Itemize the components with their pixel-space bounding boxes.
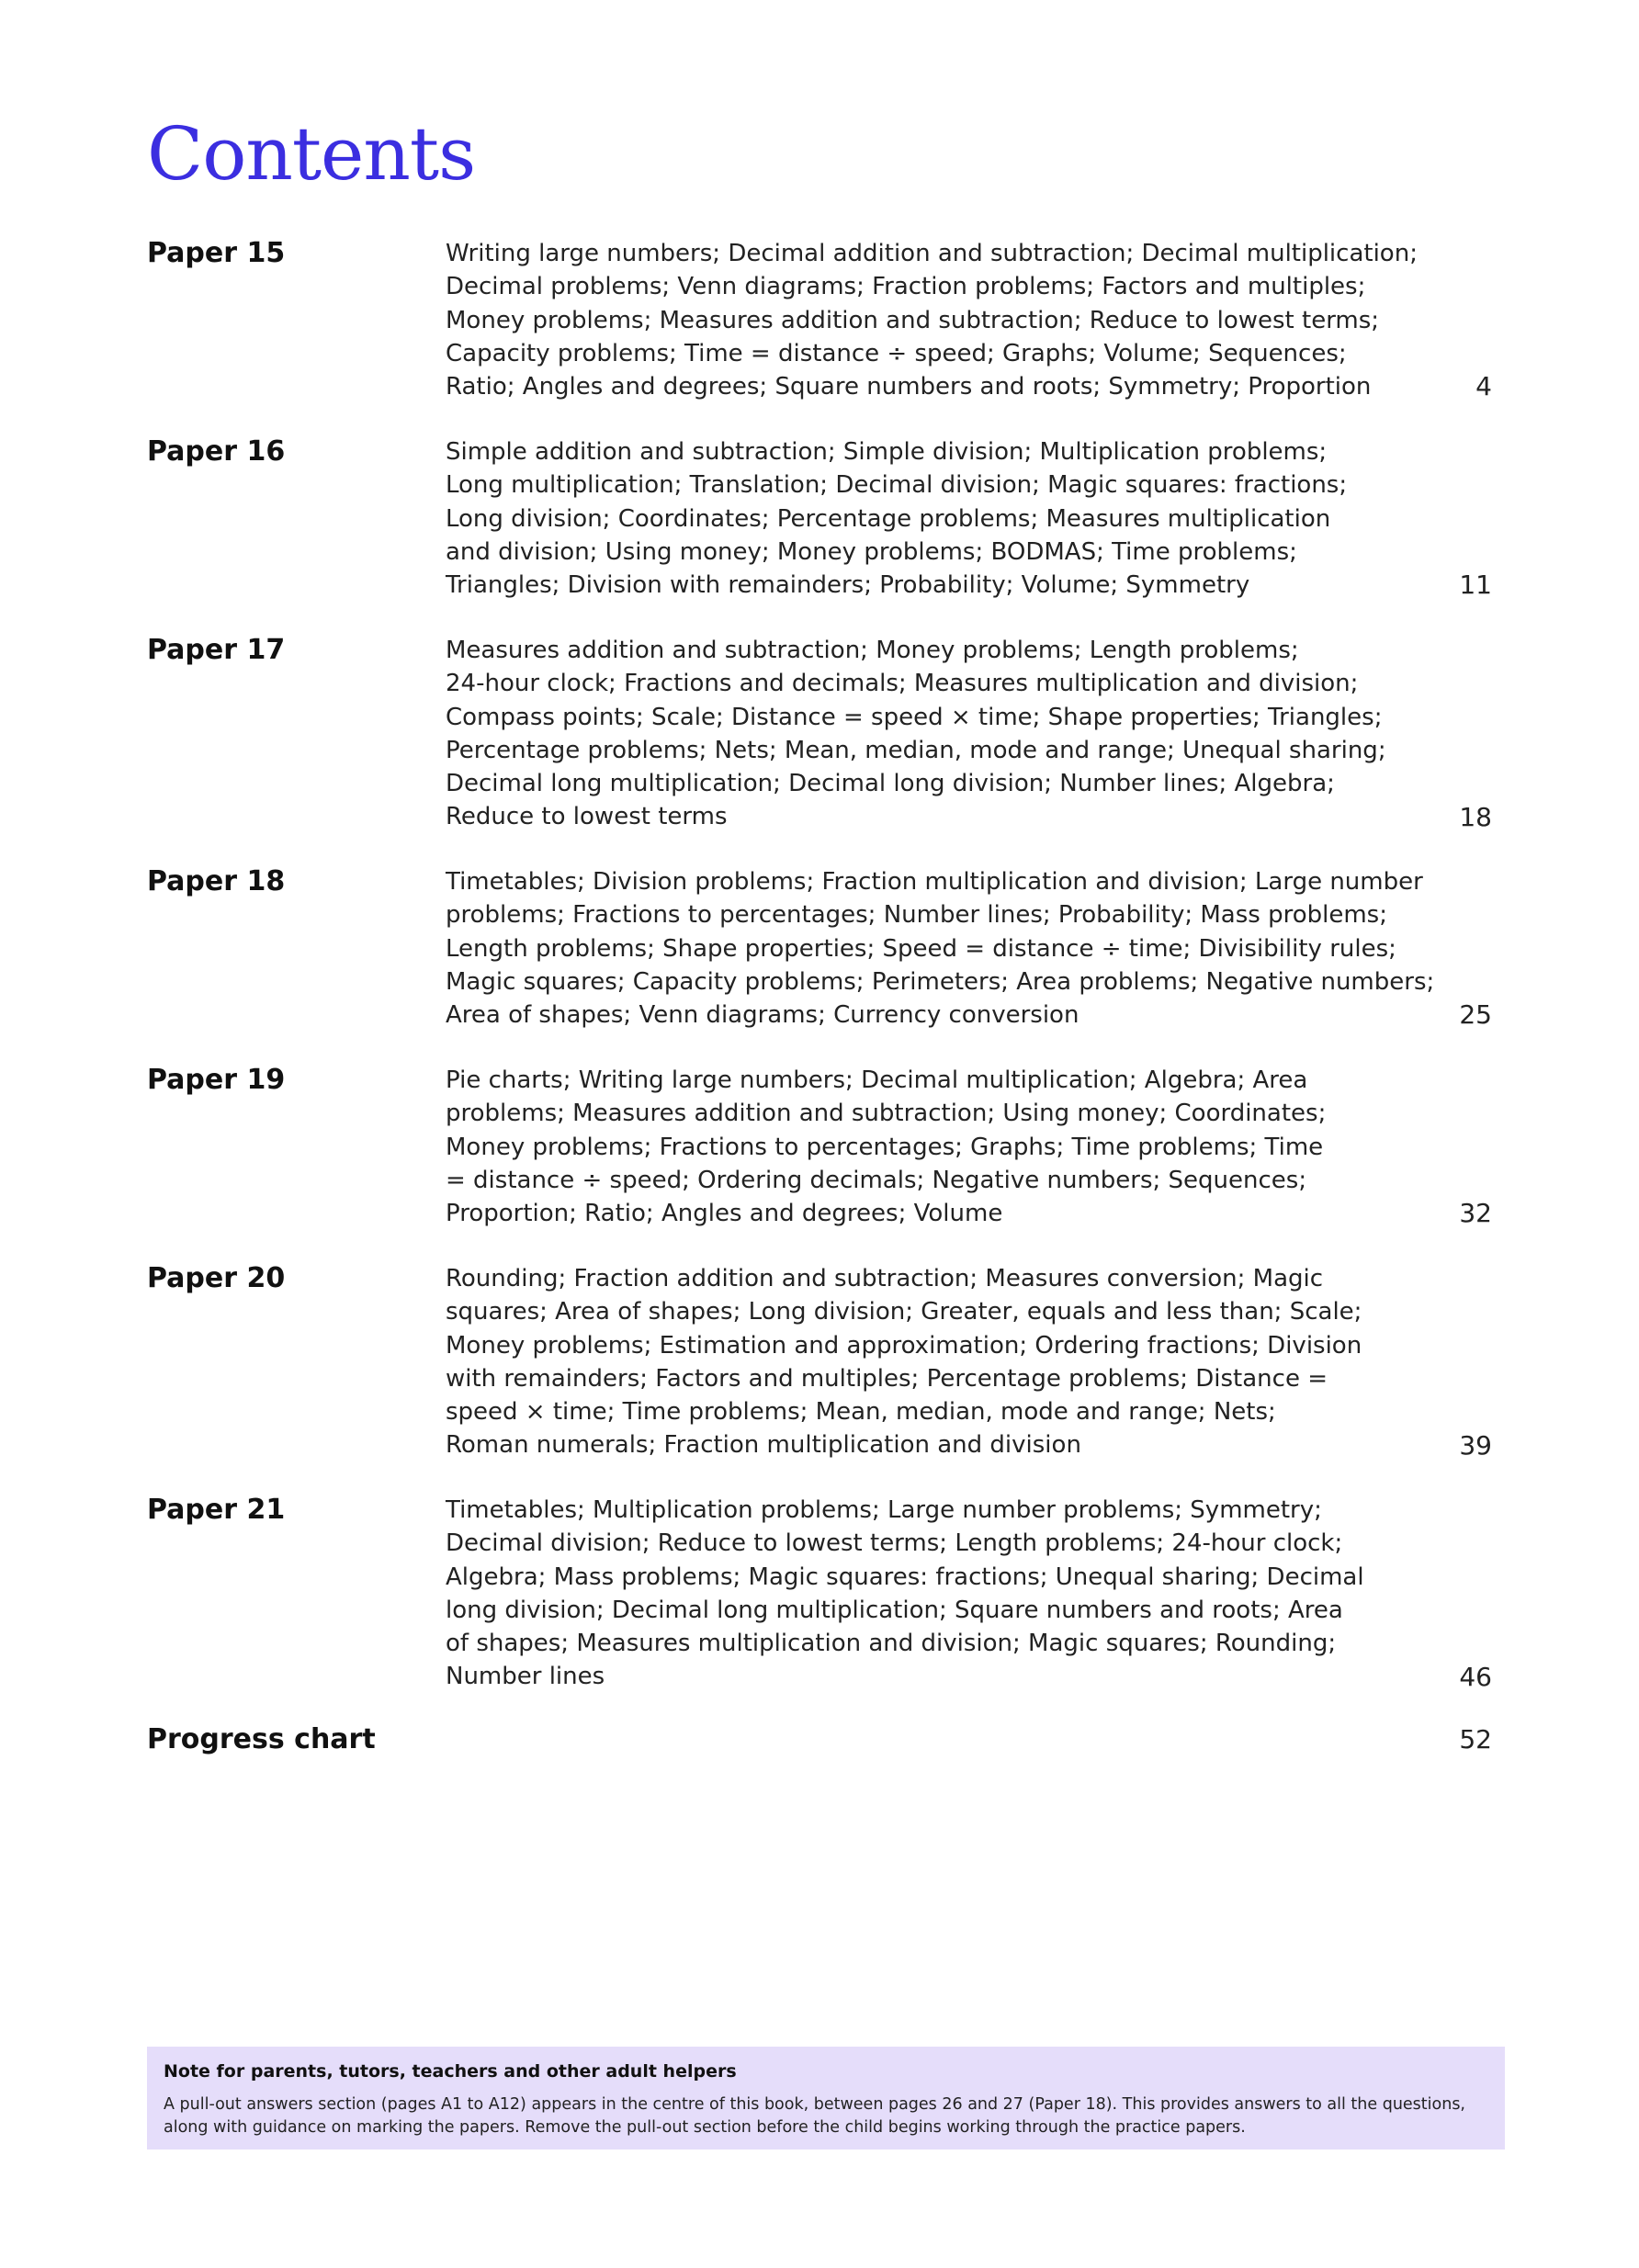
topic-line: = distance ÷ speed; Ordering decimals; Negative numbers; Sequences;	[446, 1166, 1307, 1194]
topic-line: problems; Measures addition and subtraction; Using money; Coordinates;	[446, 1100, 1327, 1128]
entry-page-number: 4	[1475, 371, 1492, 402]
topic-line: Decimal problems; Venn diagrams; Fraction problems; Factors and multiples;	[446, 273, 1366, 301]
topic-line: of shapes; Measures multiplication and division; Magic squares; Rounding;	[446, 1630, 1337, 1658]
note-heading: Note for parents, tutors, teachers and other adult helpers	[164, 2061, 737, 2082]
topic-line: Algebra; Mass problems; Magic squares: fractions; Unequal sharing; Decimal	[446, 1563, 1364, 1591]
topic-line: Pie charts; Writing large numbers; Decimal multiplication; Algebra; Area	[446, 1066, 1308, 1094]
entry-topics	[446, 634, 1548, 834]
topic-line: Money problems; Measures addition and subtraction; Reduce to lowest terms;	[446, 306, 1380, 334]
topic-line: long division; Decimal long multiplication; Square numbers and roots; Area	[446, 1596, 1343, 1624]
entry-label: Paper 19	[147, 1064, 286, 1096]
entry-topics	[446, 865, 1548, 1032]
entry-page-number: 25	[1459, 999, 1492, 1031]
topic-line: Proportion; Ratio; Angles and degrees; Volume	[446, 1200, 1003, 1228]
topic-line: squares; Area of shapes; Long division; Greater, equals and less than; Scale;	[446, 1298, 1362, 1326]
entry-topics	[446, 1064, 1548, 1230]
topic-line: Rounding; Fraction addition and subtraction; Measures conversion; Magic	[446, 1265, 1324, 1292]
entry-label: Paper 15	[147, 237, 286, 269]
entry-page-number: 39	[1459, 1429, 1492, 1461]
topic-line: 24-hour clock; Fractions and decimals; Measures multiplication and division;	[446, 670, 1359, 698]
entry-topics	[446, 435, 1548, 602]
topic-line: Money problems; Fractions to percentages; Graphs; Time problems; Time	[446, 1133, 1324, 1161]
entry-page-number: 52	[1459, 1724, 1492, 1755]
topic-line: Timetables; Multiplication problems; Large number problems; Symmetry;	[446, 1496, 1322, 1524]
entry-label: Progress chart	[147, 1723, 376, 1755]
note-body	[164, 2093, 1488, 2139]
entry-page-number: 46	[1459, 1661, 1492, 1692]
page-title: Contents	[147, 111, 476, 197]
entry-page-number: 18	[1459, 801, 1492, 832]
entry-label: Paper 18	[147, 865, 286, 897]
topic-line: problems; Fractions to percentages; Number lines; Probability; Mass problems;	[446, 901, 1387, 930]
topic-line: and division; Using money; Money problems; BODMAS; Time problems;	[446, 537, 1297, 566]
topic-line: Roman numerals; Fraction multiplication and division	[446, 1431, 1081, 1460]
entry-page-number: 32	[1459, 1198, 1492, 1229]
entry-topics	[446, 1262, 1548, 1462]
topic-line: with remainders; Factors and multiples; Percentage problems; Distance =	[446, 1364, 1328, 1393]
topic-line: Compass points; Scale; Distance = speed × time; Shape properties; Triangles;	[446, 703, 1383, 731]
entry-label: Paper 21	[147, 1494, 286, 1526]
entry-topics	[446, 1494, 1548, 1694]
note-box	[147, 2047, 1505, 2150]
topic-line: Money problems; Estimation and approximation; Ordering fractions; Division	[446, 1331, 1362, 1360]
topic-line: Area of shapes; Venn diagrams; Currency conversion	[446, 1001, 1079, 1030]
topic-line: Simple addition and subtraction; Simple division; Multiplication problems;	[446, 438, 1328, 466]
topic-line: Decimal long multiplication; Decimal long division; Number lines; Algebra;	[446, 770, 1335, 798]
topic-line: speed × time; Time problems; Mean, median, mode and range; Nets;	[446, 1398, 1276, 1427]
topic-line: Ratio; Angles and degrees; Square numbers and roots; Symmetry; Proportion	[446, 373, 1372, 401]
topic-line: Length problems; Shape properties; Speed = distance ÷ time; Divisibility rules;	[446, 934, 1396, 963]
entry-page-number: 11	[1459, 570, 1492, 601]
topic-line: Magic squares; Capacity problems; Perimeters; Area problems; Negative numbers;	[446, 967, 1435, 996]
note-body-line: along with guidance on marking the papers. Remove the pull-out section before the child begins working through the practice papers.	[164, 2118, 1246, 2137]
topic-line: Decimal division; Reduce to lowest terms; Length problems; 24-hour clock;	[446, 1529, 1343, 1558]
topic-line: Long multiplication; Translation; Decimal division; Magic squares: fractions;	[446, 471, 1348, 500]
entry-label: Paper 16	[147, 435, 286, 468]
topic-line: Percentage problems; Nets; Mean, median, mode and range; Unequal sharing;	[446, 736, 1386, 764]
topic-line: Long division; Coordinates; Percentage problems; Measures multiplication	[446, 504, 1331, 533]
note-body-line: A pull-out answers section (pages A1 to A12) appears in the centre of this book, between pages 26 and 27 (Paper 18). This provides answers to all the questions,	[164, 2095, 1465, 2114]
topic-line: Number lines	[446, 1663, 605, 1691]
topic-line: Writing large numbers; Decimal addition and subtraction; Decimal multiplication;	[446, 240, 1418, 267]
topic-line: Capacity problems; Time = distance ÷ speed; Graphs; Volume; Sequences;	[446, 339, 1347, 367]
topic-line: Measures addition and subtraction; Money problems; Length problems;	[446, 637, 1299, 664]
entry-label: Paper 20	[147, 1262, 286, 1294]
entry-topics	[446, 237, 1548, 403]
topic-line: Timetables; Division problems; Fraction multiplication and division; Large number	[446, 868, 1423, 896]
topic-line: Triangles; Division with remainders; Probability; Volume; Symmetry	[446, 571, 1250, 600]
topic-line: Reduce to lowest terms	[446, 803, 728, 831]
entry-label: Paper 17	[147, 634, 286, 666]
